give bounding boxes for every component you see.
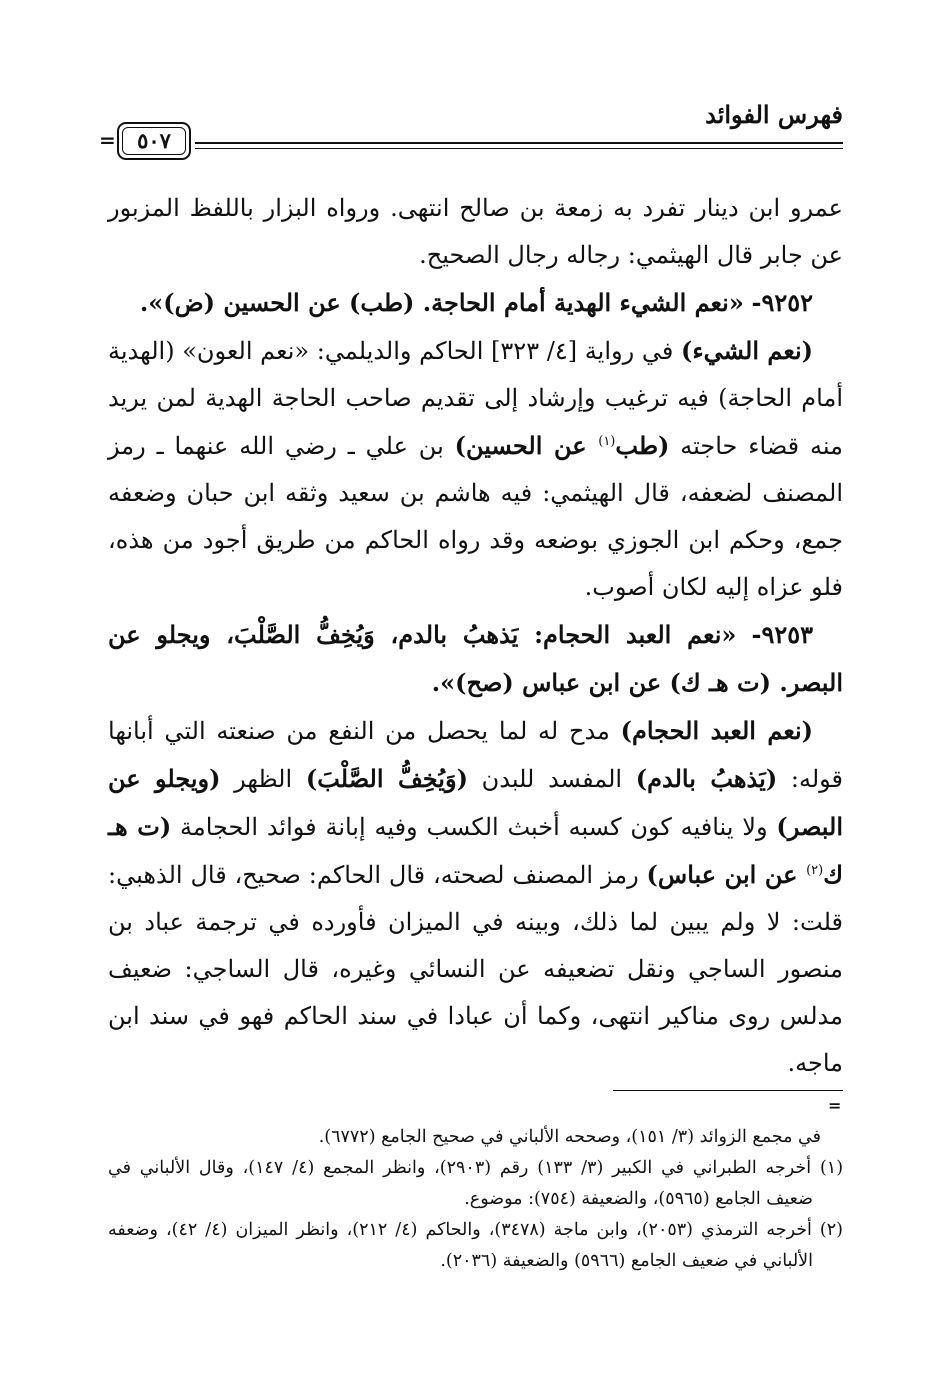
commentary-text: في رواية [٤/ ٣٢٣] الحاكم والديلمي: «نعم العون» (الهدية أمام الحاجة) فيه ترغيب وإرشاد إلى تقديم صاحب الحاجة الهدية لمن يريد منه قضاء حاجته: [108, 337, 844, 460]
footnote-continuation-mark: =: [828, 1096, 842, 1115]
quoted-phrase: (نعم الشيء): [680, 336, 814, 365]
commentary-text: ولا ينافيه كون كسبه أخبث الكسب وفيه إبانة فوائد الحجامة: [171, 813, 777, 841]
commentary-9252: [108, 327, 843, 611]
commentary-text: المفسد للبدن: [467, 765, 636, 793]
main-text: [108, 185, 843, 1087]
footnote-continued: في مجمع الزوائد (٣/ ١٥١)، وصححه الألباني في صحيح الجامع (٦٧٧٢).: [318, 1127, 821, 1147]
header-rule-thick: [195, 142, 843, 144]
quoted-phrase: (ويجلو عن البصر): [108, 764, 844, 841]
hadith-text: «نعم الشيء الهدية أمام الحاجة. (طب) عن الحسين (ض)».: [139, 288, 744, 317]
footnote-separator: [613, 1090, 843, 1091]
footnote-ref-1: (١): [598, 434, 616, 449]
quoted-phrase: (وَيُخِفُّ الصَّلْبَ): [305, 764, 468, 793]
hadith-entry-9252: [108, 279, 843, 327]
paragraph-continued: عمرو ابن دينار تفرد به زمعة بن صالح انتهى. ورواه البزار باللفظ المزبور عن جابر قال الهيثمي: رجاله رجال الصحيح.: [108, 194, 843, 269]
narrator: عن ابن عباس): [646, 860, 807, 889]
entry-number: ٩٢٥٣-: [751, 620, 813, 649]
commentary-text: الظهر: [220, 765, 306, 793]
commentary-9253: [108, 707, 843, 1087]
footnote-2: (٢) أخرجه الترمذي (٢٠٥٣)، وابن ماجة (٣٤٧٨)، والحاكم (٤/ ٢١٢)، وانظر الميزان (٤/ ٤٢)، وضعفه الألباني في ضعيف الجامع (٥٩٦٦) والضعيفة (٢٠٣٦).: [108, 1220, 843, 1271]
page-header: [95, 98, 843, 180]
hadith-entry-9253: [108, 611, 843, 707]
footnote-1: (١) أخرجه الطبراني في الكبير (٣/ ١٣٣) رقم (٢٩٠٣)، وانظر المجمع (٤/ ١٤٧)، وقال الألباني في ضعيف الجامع (٥٩٦٥)، والضعيفة (٧٥٤): موضوع.: [108, 1158, 844, 1209]
footnote-ref-2: (٢): [806, 863, 824, 878]
commentary-text: مدح له لما يحصل من النفع من صنعته التي أبانها قوله:: [108, 717, 844, 793]
hadith-text: «نعم العبد الحجام: يَذهبُ بالدم، وَيُخِفُّ الصَّلْبَ، ويجلو عن البصر. (ت هـ ك) عن ابن عباس (صح)».: [108, 620, 843, 697]
page-number: ٥٠٧: [137, 128, 171, 153]
commentary-text: رمز المصنف لصحته، قال الحاكم: صحيح، قال الذهبي: قلت: لا ولم يبين لما ذلك، وبينه في الميزان فأورده في ترجمة عباد بن منصور الساجي ونقل تضعيفه عن النسائي وغيره، قال الساجي: ضعيف مدلس روى مناكير انتهى، وكما أن عبادا في سند الحاكم فهو في سند ابن ماجه.: [108, 861, 843, 1077]
quoted-phrase: (نعم العبد الحجام): [620, 716, 813, 745]
running-title: فهرس الفوائد: [705, 100, 843, 129]
source-code: (ت هـ ك: [108, 812, 844, 889]
narrator: عن الحسين): [454, 431, 599, 460]
entry-number: ٩٢٥٢-: [751, 288, 813, 317]
commentary-text: بن علي ـ رضي الله عنهما ـ رمز المصنف لضعفه، قال الهيثمي: فيه هاشم بن سعيد وثقه ابن حبان وضعفه جمع، وحكم ابن الجوزي بوضعه وقد رواه الحاكم من طريق أجود من هذه، فلو عزاه إليه لكان أصوب.: [108, 432, 843, 601]
header-continuation-mark: =: [99, 128, 116, 152]
page-number-frame: [117, 122, 191, 160]
header-rule-thin: [195, 148, 843, 149]
source-code: (طب: [615, 431, 670, 460]
footnotes: [108, 1122, 843, 1277]
quoted-phrase: (يَذهبُ بالدم): [635, 764, 778, 793]
